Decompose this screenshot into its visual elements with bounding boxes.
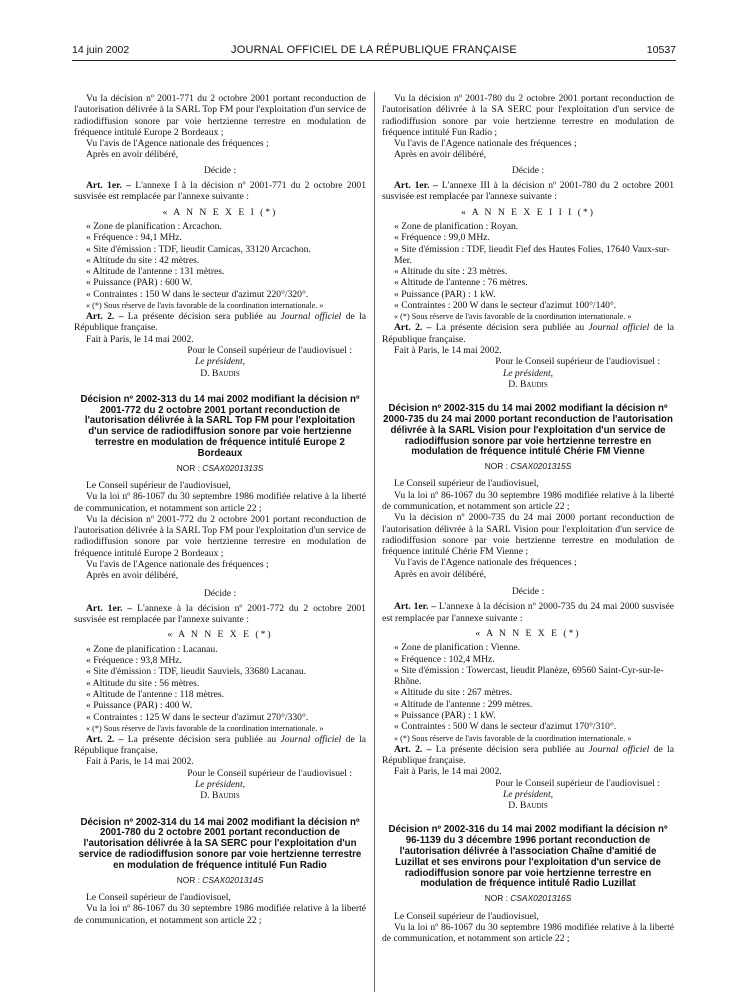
decision-heading: Décision nº 2002-315 du 14 mai 2002 modifiant la décision nº 2000-735 du 24 mai 2000 portant reconduction de l'autorisation délivrée à la SARL Vision pour l'exploitation d'un service de radiodiffusion sonore par voie hertzienne terrestre en modulation de fréquence intitulé Chérie FM Vienne — [383, 403, 673, 458]
decision-heading: Décision nº 2002-313 du 14 mai 2002 modifiant la décision nº 2001-772 du 2 octobre 2001 portant reconduction de l'autorisation délivrée à la SARL Top FM pour l'exploitation d'un service de radiodiffusion sonore par voie hertzienne terrestre en modulation de fréquence intitulé Europe 2 Bordeaux — [80, 393, 360, 459]
footnote: « (*) Sous réserve de l'avis favorable de la coordination internationale. » — [394, 733, 632, 743]
list-item: « Altitude du site : 267 mètres. — [394, 687, 513, 699]
signature-name: D. Baudis — [200, 790, 240, 802]
list-item: « Site d'émission : TDF, lieudit Fief des Hautes Folies, 17640 Vaux-sur-Mer. — [394, 243, 670, 266]
article-1: Art. 1er. – L'annexe I à la décision nº 2001-771 du 2 octobre 2001 susvisée est remplacée par l'annexe suivante : — [74, 180, 366, 203]
header-date: 14 juin 2002 — [72, 44, 130, 56]
header-rule — [72, 60, 676, 61]
annexe-list — [74, 644, 366, 723]
annexe-title: « A N N E X E I I I (*) — [461, 206, 595, 218]
signature-line: Pour le Conseil supérieur de l'audiovisuel : — [495, 356, 660, 368]
list-item: « Zone de planification : Royan. — [394, 220, 519, 232]
list-item: « Puissance (PAR) : 600 W. — [86, 277, 193, 289]
decision-heading: Décision nº 2002-316 du 14 mai 2002 modifiant la décision nº 96-1139 du 3 décembre 1996 portant reconduction de l'autorisation délivrée à l'association Chaîne d'amitié de Luzillat et ses environs pour l'exploitation d'un service de radiodiffusion sonore par voie hertzienne terrestre en modulation de fréquence intitulé Radio Luzillat — [388, 824, 668, 890]
header-page-number: 10537 — [646, 44, 676, 56]
signature-line: Pour le Conseil supérieur de l'audiovisuel : — [495, 777, 660, 789]
annexe-list — [382, 221, 674, 311]
paragraph: Vu l'avis de l'Agence nationale des fréquences ; — [394, 138, 577, 150]
list-item: « Altitude de l'antenne : 131 mètres. — [86, 266, 225, 278]
list-item: « Zone de planification : Arcachon. — [86, 220, 222, 232]
annexe-title: « A N N E X E (*) — [167, 629, 273, 641]
signature-date: Fait à Paris, le 14 mai 2002. — [394, 344, 502, 356]
paragraph: Vu la décision nº 2001-771 du 2 octobre 2001 portant reconduction de l'autorisation délivrée à la SARL Top FM pour l'exploitation d'un service de radiodiffusion sonore par voie hertzienne terrestre en modulation de fréquence intitulé Europe 2 Bordeaux ; — [74, 93, 366, 138]
signature-date: Fait à Paris, le 14 mai 2002. — [86, 756, 194, 768]
paragraph: Vu la décision nº 2001-772 du 2 octobre 2001 portant reconduction de l'autorisation délivrée à la SARL Top FM pour l'exploitation d'un service de radiodiffusion sonore par voie hertzienne terrestre en modulation de fréquence intitulé Europe 2 Bordeaux ; — [74, 513, 366, 559]
list-item: « Puissance (PAR) : 400 W. — [86, 700, 193, 712]
signature-date: Fait à Paris, le 14 mai 2002. — [86, 333, 194, 345]
header-title: JOURNAL OFFICIEL DE LA RÉPUBLIQUE FRANÇAISE — [231, 44, 517, 56]
article-1: Art. 1er. – L'annexe à la décision nº 2001-772 du 2 octobre 2001 susvisée est remplacée par l'annexe suivante : — [74, 602, 366, 626]
signature-role: Le président, — [502, 788, 554, 800]
paragraph: Après en avoir délibéré, — [394, 149, 487, 161]
paragraph: Le Conseil supérieur de l'audiovisuel, — [86, 891, 231, 903]
article-1: Art. 1er. – L'annexe à la décision nº 2000-735 du 24 mai 2000 susvisée est remplacée par l'annexe suivante : — [382, 601, 674, 624]
signature-name: D. Baudis — [508, 378, 548, 390]
signature-name: D. Baudis — [508, 800, 548, 812]
paragraph: Le Conseil supérieur de l'audiovisuel, — [86, 479, 231, 491]
paragraph: Vu la décision nº 2001-780 du 2 octobre 2001 portant reconduction de l'autorisation délivrée à la SA SERC pour l'exploitation d'un service de radiodiffusion sonore par voie hertzienne terrestre en modulation de fréquence intitulé Fun Radio ; — [382, 93, 674, 138]
list-item: « Site d'émission : TDF, lieudit Sauviels, 33680 Lacanau. — [86, 666, 307, 678]
list-item: « Fréquence : 99,0 MHz. — [394, 232, 490, 244]
list-item: « Site d'émission : TDF, lieudit Camicas, 33120 Arcachon. — [86, 243, 311, 255]
paragraph: Après en avoir délibéré, — [394, 568, 487, 580]
signature-role: Le président, — [194, 779, 246, 791]
paragraph: Le Conseil supérieur de l'audiovisuel, — [394, 910, 539, 922]
paragraph: Vu la loi nº 86-1067 du 30 septembre 1986 modifiée relative à la liberté de communication, et notamment son article 22 ; — [74, 491, 366, 514]
signature-name: D. Baudis — [200, 367, 240, 379]
list-item: « Contraintes : 150 W dans le secteur d'azimut 220°/320°. — [86, 288, 309, 300]
column-divider — [374, 92, 375, 992]
annexe-list — [382, 642, 674, 732]
signature-line: Pour le Conseil supérieur de l'audiovisuel : — [187, 344, 352, 356]
article-2: Art. 2. – La présente décision sera publiée au Journal officiel de la République française. — [382, 322, 674, 345]
annexe-list — [74, 221, 366, 300]
list-item: « Altitude du site : 23 mètres. — [394, 266, 508, 278]
signature-role: Le président, — [194, 356, 246, 368]
annexe-title: « A N N E X E (*) — [475, 627, 581, 639]
article-2: Art. 2. – La présente décision sera publiée au Journal officiel de la République française. — [74, 733, 366, 757]
paragraph: Vu l'avis de l'Agence nationale des fréquences ; — [394, 557, 577, 569]
page-header — [72, 44, 676, 60]
list-item: « Zone de planification : Vienne. — [394, 642, 521, 654]
list-item: « Altitude de l'antenne : 76 mètres. — [394, 277, 528, 289]
paragraph: Après en avoir délibéré, — [86, 149, 179, 161]
annexe-title: « A N N E X E I (*) — [162, 206, 278, 218]
paragraph: Vu la décision nº 2000-735 du 24 mai 2000 portant reconduction de l'autorisation délivrée à la SARL Vision pour l'exploitation d'un service de radiodiffusion sonore par voie hertzienne terrestre en modulation de fréquence intitulé Chérie FM Vienne ; — [382, 512, 674, 558]
list-item: « Fréquence : 94,1 MHz. — [86, 232, 182, 244]
article-2: Art. 2. – La présente décision sera publiée au Journal officiel de la République française. — [74, 311, 366, 334]
list-item: « Site d'émission : Towercast, lieudit Planèze, 69560 Saint-Cyr-sur-le-Rhône. — [394, 664, 664, 688]
list-item: « Contraintes : 500 W dans le secteur d'azimut 170°/310°. — [394, 721, 617, 733]
decide-label: Décide : — [203, 164, 237, 176]
list-item: « Altitude du site : 42 mètres. — [86, 254, 200, 266]
signature-date: Fait à Paris, le 14 mai 2002. — [394, 766, 502, 778]
decide-label: Décide : — [203, 587, 237, 599]
footnote: « (*) Sous réserve de l'avis favorable de la coordination internationale. » — [394, 312, 632, 322]
article-2: Art. 2. – La présente décision sera publiée au Journal officiel de la République française. — [382, 743, 674, 766]
nor-reference: NOR : CSAX0201313S — [176, 462, 264, 473]
list-item: « Contraintes : 125 W dans le secteur d'azimut 270°/330°. — [86, 711, 309, 723]
left-column — [74, 93, 366, 926]
list-item: « Contraintes : 200 W dans le secteur d'azimut 100°/140°. — [394, 300, 617, 312]
nor-reference: NOR : CSAX0201316S — [484, 893, 572, 904]
paragraph: Vu l'avis de l'Agence nationale des fréquences ; — [86, 558, 269, 570]
paragraph: Le Conseil supérieur de l'audiovisuel, — [394, 478, 539, 490]
nor-reference: NOR : CSAX0201315S — [484, 461, 572, 472]
list-item: « Altitude de l'antenne : 299 mètres. — [394, 698, 533, 710]
footnote: « (*) Sous réserve de l'avis favorable de la coordination internationale. » — [86, 723, 324, 733]
decide-label: Décide : — [511, 586, 545, 598]
paragraph: Vu la loi nº 86-1067 du 30 septembre 1986 modifiée relative à la liberté de communication, et notamment son article 22 ; — [74, 903, 366, 926]
list-item: « Puissance (PAR) : 1 kW. — [394, 710, 496, 722]
decision-heading: Décision nº 2002-314 du 14 mai 2002 modifiant la décision nº 2001-780 du 2 octobre 2001 portant reconduction de l'autorisation délivrée à la SA SERC pour l'exploitation d'un service de radiodiffusion sonore par voie hertzienne terrestre en modulation de fréquence intitulé Fun Radio — [78, 816, 362, 871]
article-1: Art. 1er. – L'annexe III à la décision nº 2001-780 du 2 octobre 2001 susvisée est remplacée par l'annexe suivante : — [382, 180, 674, 203]
nor-reference: NOR : CSAX0201314S — [176, 874, 264, 885]
signature-line: Pour le Conseil supérieur de l'audiovisuel : — [187, 767, 352, 779]
list-item: « Puissance (PAR) : 1 kW. — [394, 288, 496, 300]
list-item: « Fréquence : 102,4 MHz. — [394, 653, 495, 665]
paragraph: Après en avoir délibéré, — [86, 570, 179, 582]
footnote: « (*) Sous réserve de l'avis favorable de la coordination internationale. » — [86, 301, 324, 311]
paragraph: Vu la loi nº 86-1067 du 30 septembre 1986 modifiée relative à la liberté de communication, et notamment son article 22 ; — [382, 489, 674, 512]
right-column — [382, 93, 674, 944]
paragraph: Vu la loi nº 86-1067 du 30 septembre 1986 modifiée relative à la liberté de communication, et notamment son article 22 ; — [382, 921, 674, 945]
list-item: « Altitude de l'antenne : 118 mètres. — [86, 688, 225, 700]
decide-label: Décide : — [511, 164, 545, 176]
list-item: « Altitude du site : 56 mètres. — [86, 677, 200, 689]
paragraph: Vu l'avis de l'Agence nationale des fréquences ; — [86, 138, 269, 150]
list-item: « Fréquence : 93,8 MHz. — [86, 655, 182, 667]
article-label: Art. 1er. – — [86, 180, 131, 192]
list-item: « Zone de planification : Lacanau. — [86, 643, 218, 655]
signature-role: Le président, — [502, 367, 554, 379]
